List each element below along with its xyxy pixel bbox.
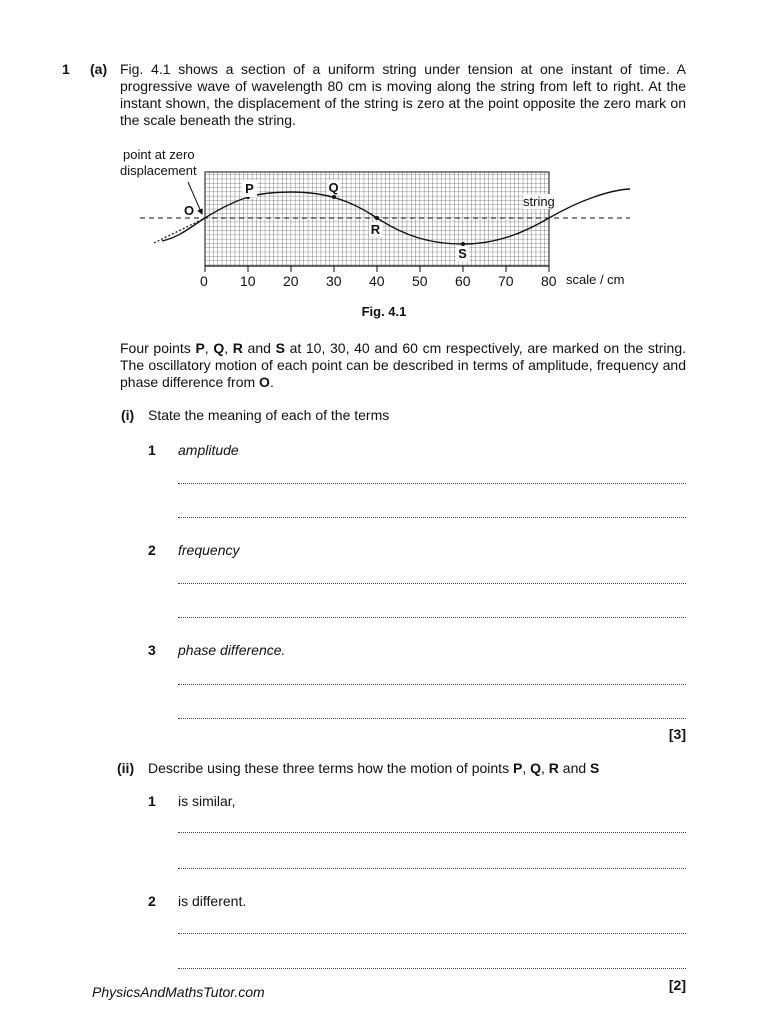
question-part: (a)	[90, 61, 108, 77]
part-ii-prompt: Describe using these three terms how the motion of points P, Q, R and S	[148, 760, 600, 776]
scale-tick-label: 0	[200, 273, 208, 289]
footer-source: PhysicsAndMathsTutor.com	[92, 984, 265, 1000]
answer-line[interactable]	[178, 716, 686, 719]
term-frequency: frequency	[178, 542, 240, 558]
term-amplitude: amplitude	[178, 442, 239, 458]
answer-line[interactable]	[178, 830, 686, 833]
answer-line[interactable]	[178, 931, 686, 934]
answer-line[interactable]	[178, 615, 686, 618]
term-phase-difference: phase difference.	[178, 642, 286, 658]
figure-caption: Fig. 4.1	[361, 304, 407, 319]
label-point-zero-line2: displacement	[120, 163, 197, 178]
label-S: S	[456, 246, 469, 261]
answer-line[interactable]	[178, 966, 686, 969]
question-number: 1	[62, 61, 70, 77]
label-P: P	[242, 180, 257, 197]
point-R-dot	[375, 216, 379, 220]
part-ii-label: (ii)	[117, 760, 135, 776]
answer-line[interactable]	[178, 481, 686, 484]
label-R: R	[370, 222, 381, 237]
item-different: is different.	[178, 893, 247, 909]
scale-tick-label: 40	[369, 273, 385, 289]
scale-tick-label: 30	[326, 273, 342, 289]
marks-part-ii: [2]	[668, 977, 686, 993]
item-number: 3	[148, 642, 156, 658]
answer-line[interactable]	[178, 682, 686, 685]
scale-tick-label: 80	[541, 273, 557, 289]
scale-tick-label: 20	[283, 273, 299, 289]
item-number: 2	[148, 893, 156, 909]
points-description: Four points P, Q, R and S at 10, 30, 40 and 60 cm respectively, are marked on the string. The oscillatory motion of each point can be described in terms of amplitude, frequency and phase difference from O.	[120, 340, 686, 390]
item-number: 1	[148, 442, 156, 458]
item-similar: is similar,	[178, 793, 236, 809]
part-i-label: (i)	[121, 407, 135, 423]
point-Q-dot	[332, 195, 336, 199]
label-point-zero-line1: point at zero	[123, 147, 195, 162]
label-Q: Q	[328, 180, 339, 195]
answer-line[interactable]	[178, 515, 686, 518]
part-i-prompt: State the meaning of each of the terms	[148, 407, 390, 423]
scale-tick-label: 60	[455, 273, 471, 289]
scale-tick-label: 50	[412, 273, 428, 289]
question-intro: Fig. 4.1 shows a section of a uniform string under tension at one instant of time. A progressive wave of wavelength 80 cm is moving along the string from left to right. At the instant shown, the displacement of the string is zero at the point opposite the zero mark on the scale beneath the string.	[120, 61, 686, 128]
scale-unit-label: scale / cm	[566, 272, 625, 287]
answer-line[interactable]	[178, 866, 686, 869]
item-number: 2	[148, 542, 156, 558]
scale-tick-label: 10	[240, 273, 256, 289]
scale-major-ticks	[205, 266, 549, 272]
wave-extension-left	[154, 218, 205, 243]
answer-line[interactable]	[178, 581, 686, 584]
label-O: O	[184, 203, 195, 218]
label-string: string	[523, 194, 561, 209]
marks-part-i: [3]	[668, 726, 686, 742]
item-number: 1	[148, 793, 156, 809]
scale-tick-label: 70	[498, 273, 514, 289]
